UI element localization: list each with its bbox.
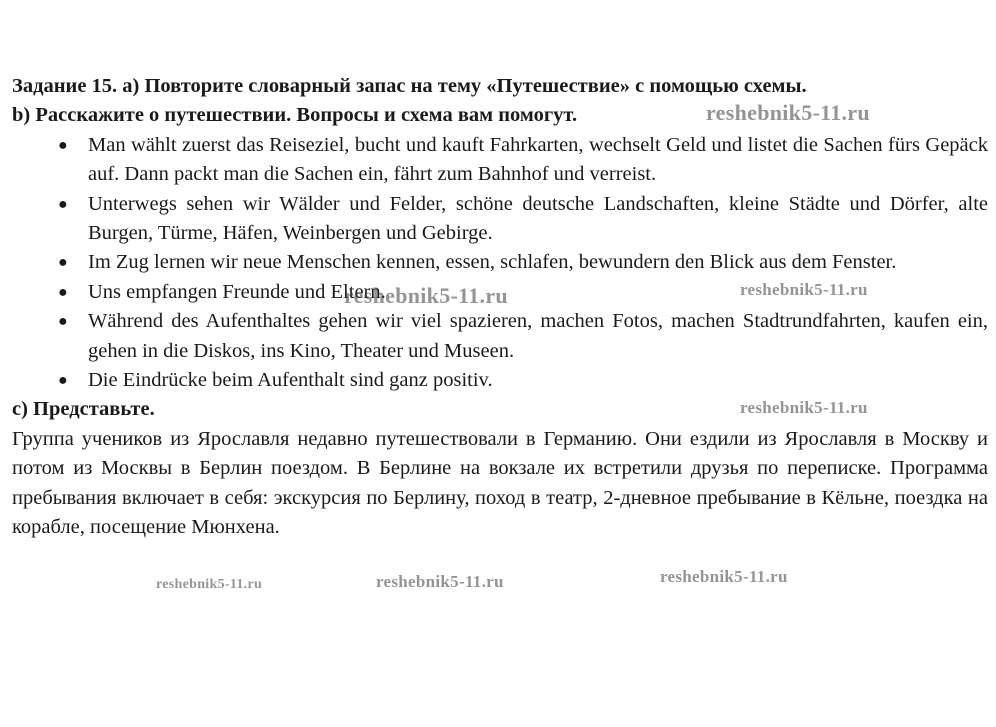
task-heading-line-2: b) Расскажите о путешествии. Вопросы и схема вам помогут. xyxy=(12,104,578,127)
bullet-icon: ● xyxy=(58,136,68,154)
bullet-item xyxy=(12,190,988,249)
bullet-item xyxy=(12,131,988,190)
watermark: reshebnik5-11.ru xyxy=(706,100,870,125)
bullet-item xyxy=(12,278,988,307)
section-c-title: c) Представьте. xyxy=(12,398,155,421)
task-heading-line-1: Задание 15. a) Повторите словарный запас на тему «Путешествие» с помощью схемы. xyxy=(12,75,807,97)
task-heading xyxy=(12,72,988,131)
bullet-icon: ● xyxy=(58,254,68,272)
watermark: reshebnik5-11.ru xyxy=(740,398,868,417)
bullet-icon: ● xyxy=(58,283,68,301)
bullet-icon: ● xyxy=(58,372,68,390)
bullet-text: Man wählt zuerst das Reiseziel, bucht und kauft Fahrkarten, wechselt Geld und listet die Sachen fürs Gepäck auf. Dann packt man die Sachen ein, fährt zum Bahnhof und verreist. xyxy=(88,133,988,186)
watermark: reshebnik5-11.ru xyxy=(740,280,868,299)
bullet-item xyxy=(12,248,988,277)
bullet-icon: ● xyxy=(58,313,68,331)
bullet-icon: ● xyxy=(58,195,68,213)
bullet-list xyxy=(12,131,988,396)
bullet-text: Die Eindrücke beim Aufenthalt sind ganz positiv. xyxy=(88,369,493,392)
document-page xyxy=(12,72,988,543)
watermark: reshebnik5-11.ru xyxy=(660,567,788,586)
watermark: reshebnik5-11.ru xyxy=(344,283,508,308)
section-c-text: Группа учеников из Ярославля недавно путешествовали в Германию. Они ездили из Ярославля в Москву и потом из Москвы в Берлин поездом. В Берлине на вокзале их встретили друзья по переписке. Программа пребывания включает в себя: экскурсия по Берлину, поход в театр, 2-дневное пребывание в Кёльне, поездка на корабле, посещение Мюнхена. xyxy=(12,427,988,539)
bullet-text: Uns empfangen Freunde und Eltern. xyxy=(88,280,386,303)
bullet-item xyxy=(12,366,988,395)
bullet-item xyxy=(12,307,988,366)
watermark: reshebnik5-11.ru xyxy=(156,577,263,592)
bullet-text: Unterwegs sehen wir Wälder und Felder, schöne deutsche Landschaften, kleine Städte und Dörfer, alte Burgen, Türme, Häfen, Weinbergen und Gebirge. xyxy=(88,192,988,245)
bullet-text: Im Zug lernen wir neue Menschen kennen, essen, schlafen, bewundern den Blick aus dem Fenster. xyxy=(88,251,897,274)
watermark: reshebnik5-11.ru xyxy=(376,572,504,591)
bullet-text: Während des Aufenthaltes gehen wir viel spazieren, machen Fotos, machen Stadtrundfahrten, kaufen ein, gehen in die Diskos, ins Kino, Theater und Museen. xyxy=(88,310,988,362)
